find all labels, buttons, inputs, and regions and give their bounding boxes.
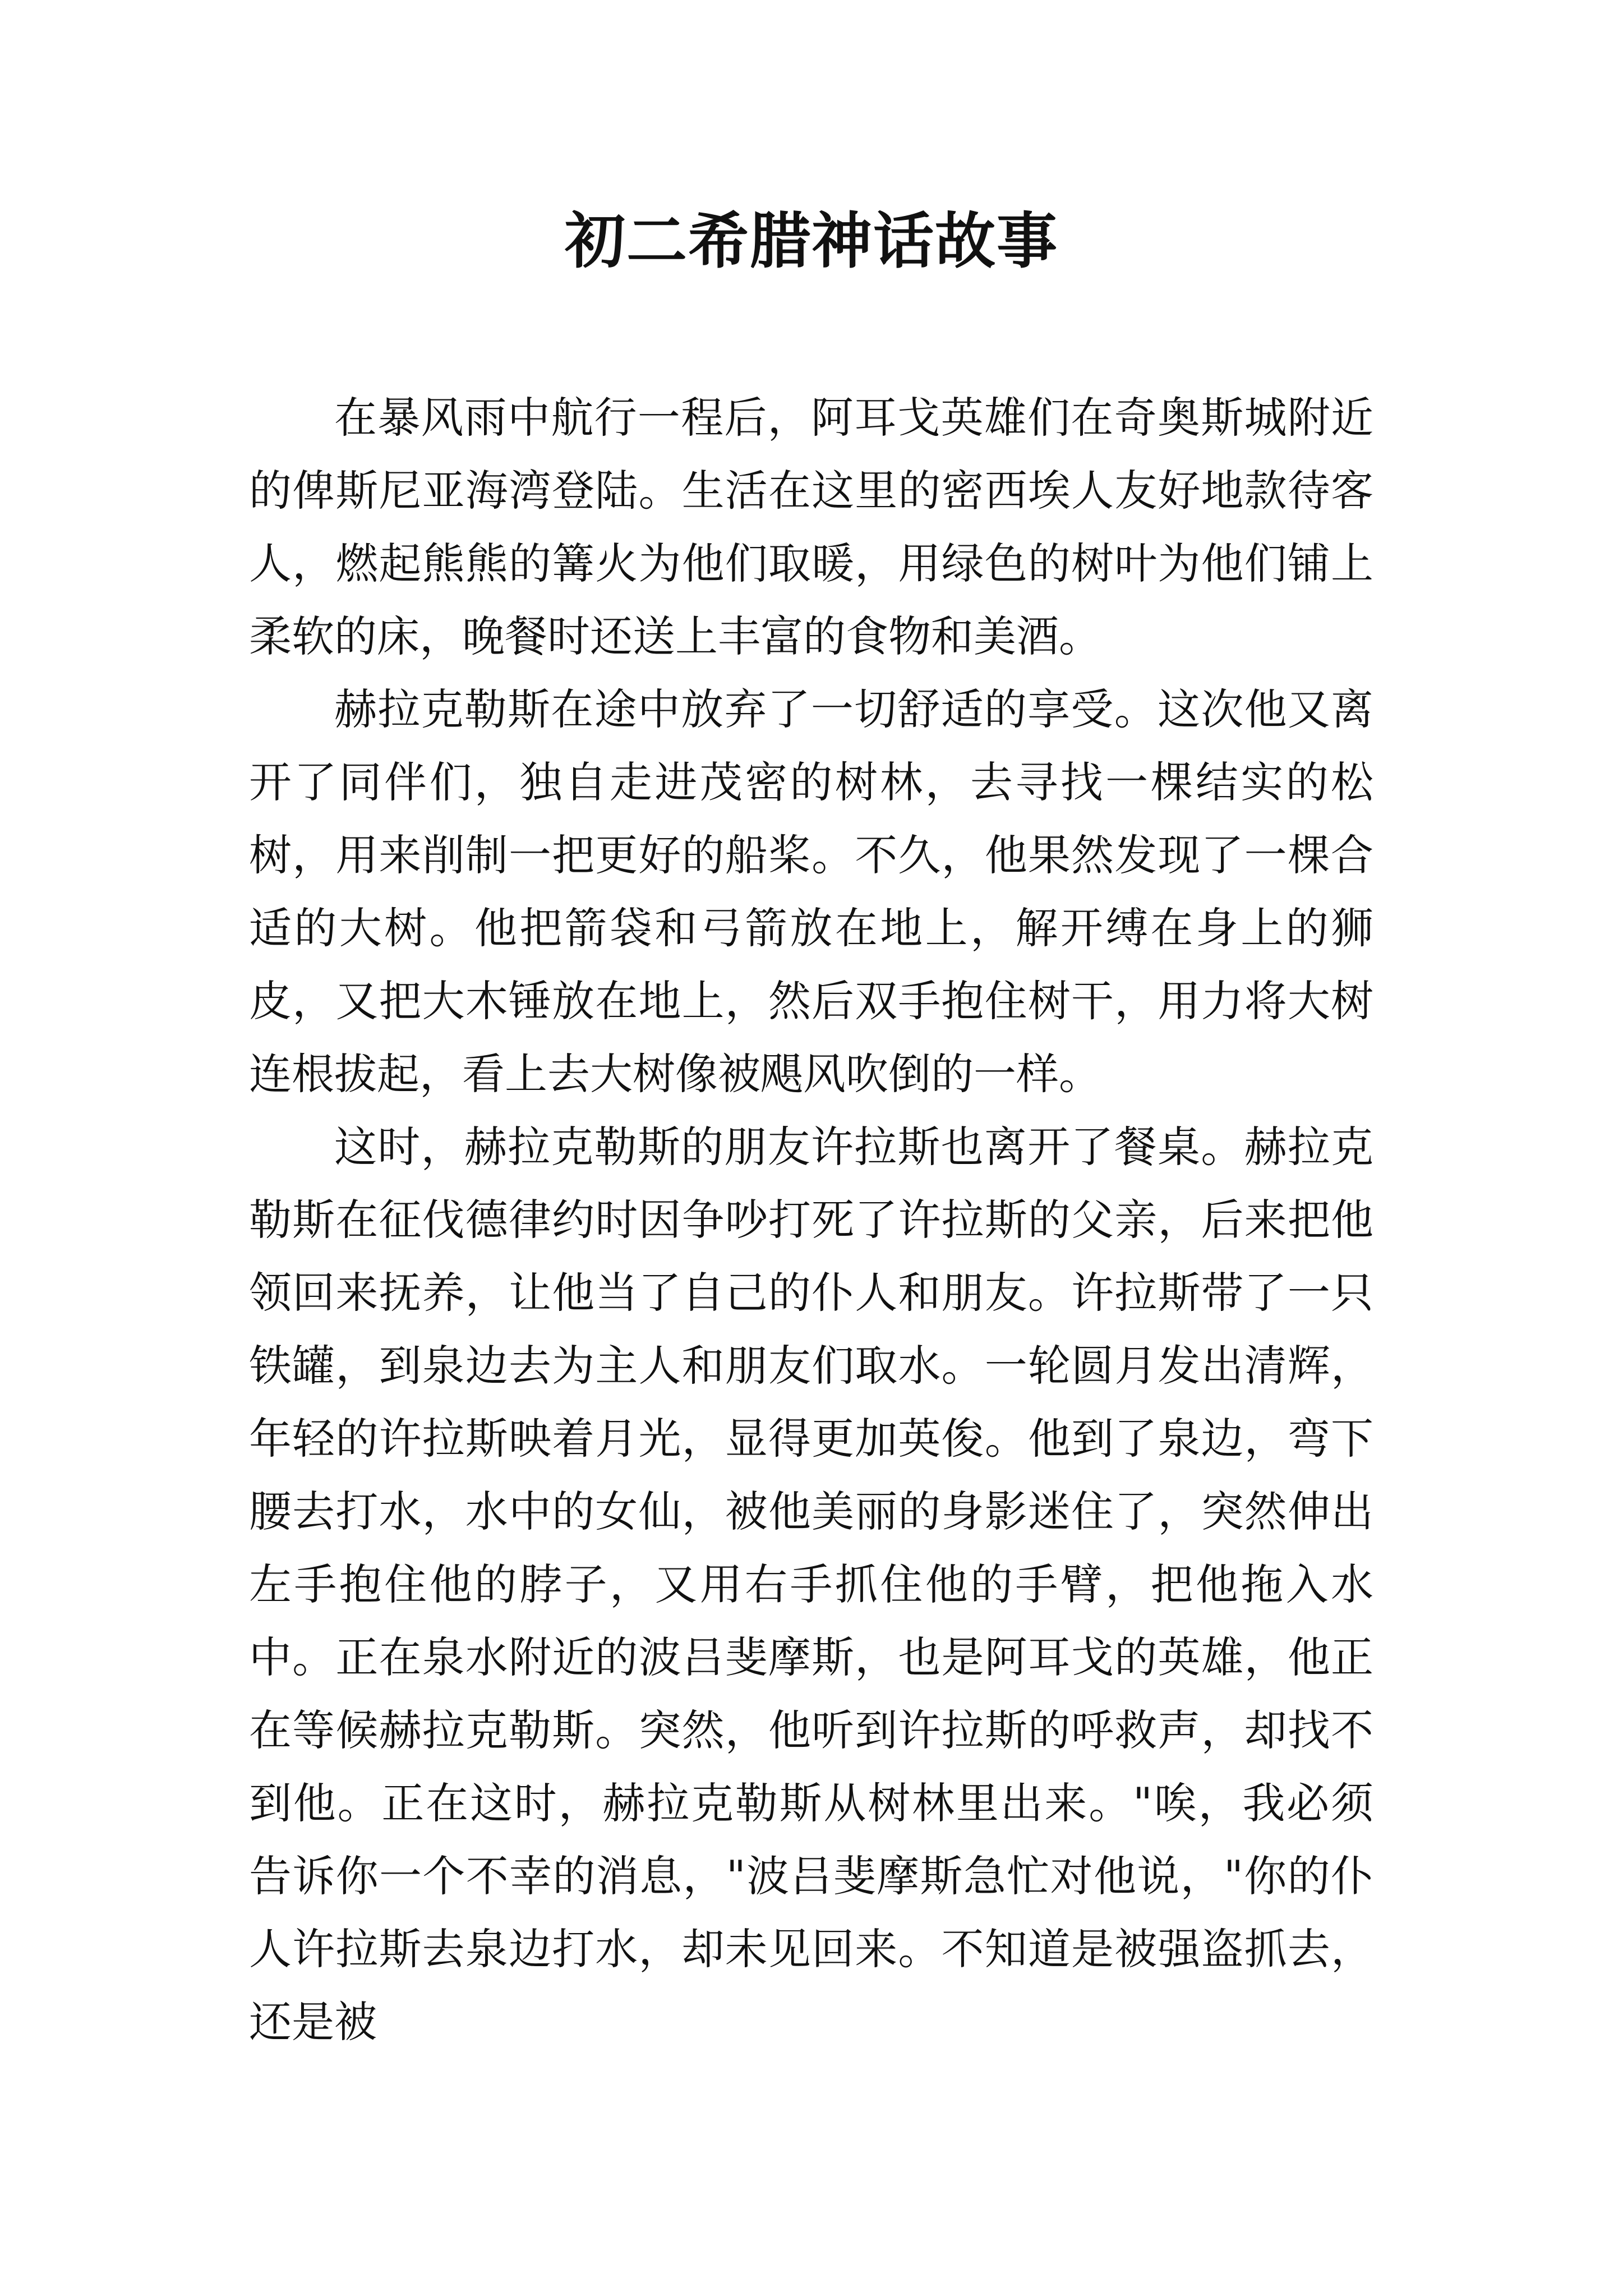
paragraph-2: 赫拉克勒斯在途中放弃了一切舒适的享受。这次他又离开了同伴们，独自走进茂密的树林，去寻找一棵结实的松树，用来削制一把更好的船桨。不久，他果然发现了一棵合适的大树。他把箭袋和弓箭放在地上，解开缚在身上的狮皮，又把大木锤放在地上，然后双手抱住树干，用力将大树连根拔起，看上去大树像被飓风吹倒的一样。 [249,684,1373,1099]
paragraph-3: 这时，赫拉克勒斯的朋友许拉斯也离开了餐桌。赫拉克勒斯在征伐德律约时因争吵打死了许拉斯的父亲，后来把他领回来抚养，让他当了自己的仆人和朋友。许拉斯带了一只铁罐，到泉边去为主人和朋友们取水。一轮圆月发出清辉，年轻的许拉斯映着月光，显得更加英俊。他到了泉边，弯下腰去打水，水中的女仙，被他美丽的身影迷住了，突然伸出左手抱住他的脖子，又用右手抓住他的手臂，把他拖入水中。正在泉水附近的波吕斐摩斯，也是阿耳戈的英雄，他正在等候赫拉克勒斯。突然，他听到许拉斯的呼救声，却找不到他。正在这时，赫拉克勒斯从树林里出来。"唉，我必须告诉你一个不幸的消息，"波吕斐摩斯急忙对他说，"你的仆人许拉斯去泉边打水，却未见回来。不知道是被强盗抓去，还是被 [249,1122,1373,2047]
document-title: 初二希腊神话故事 [564,206,1058,277]
paragraph-1: 在暴风雨中航行一程后，阿耳戈英雄们在奇奥斯城附近的俾斯尼亚海湾登陆。生活在这里的密西埃人友好地款待客人，燃起熊熊的篝火为他们取暖，用绿色的树叶为他们铺上柔软的床，晚餐时还送上丰富的食物和美酒。 [249,393,1373,661]
document-body [249,381,1373,2059]
